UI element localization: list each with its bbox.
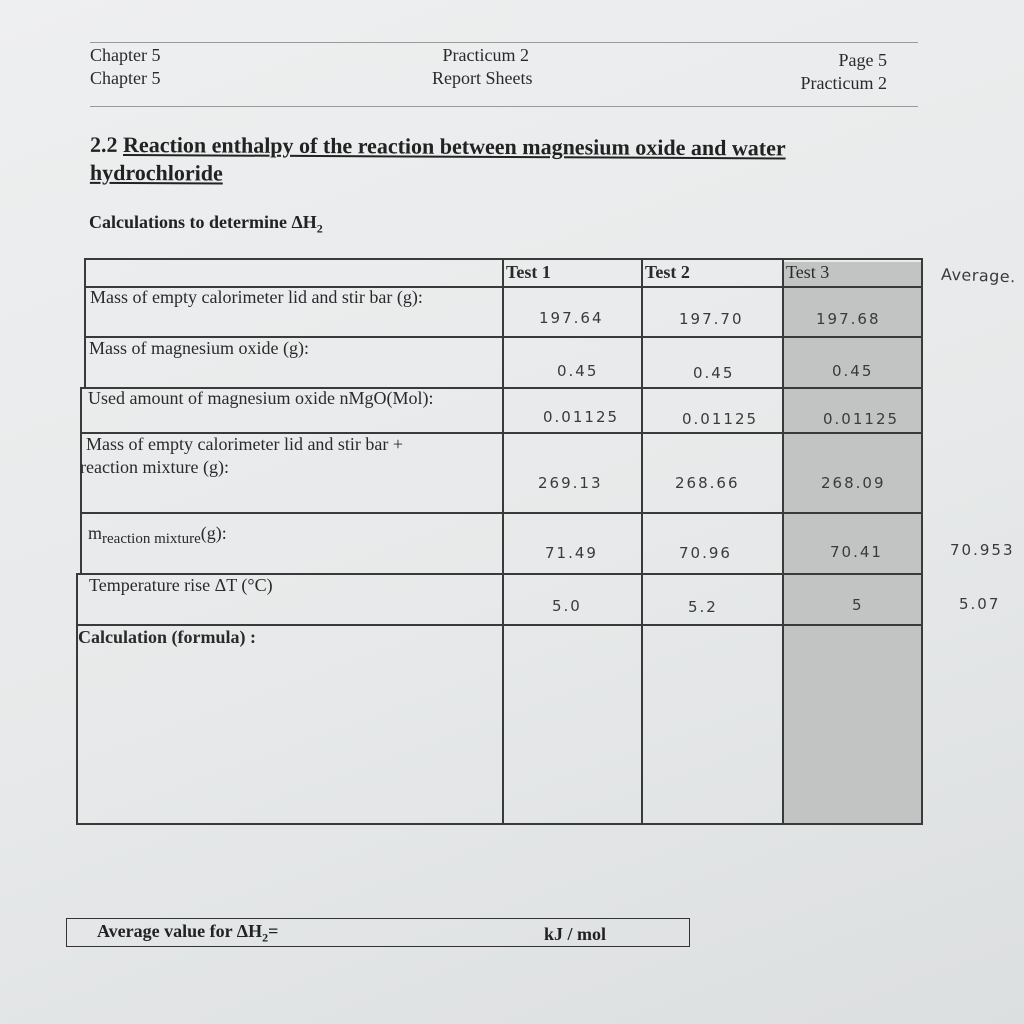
header-left-line2: Chapter 5 (90, 68, 161, 88)
value-cell: 197.64 (539, 309, 604, 327)
value-cell: 197.68 (816, 310, 881, 328)
table-hline (80, 512, 922, 514)
value-cell: 269.13 (538, 474, 603, 492)
average-value: 70.953 (950, 541, 1015, 559)
value-cell: 5.0 (552, 597, 582, 615)
section-title-line2: hydrochloride (89, 159, 223, 186)
value-cell: 5.2 (688, 598, 718, 616)
table-vline (782, 258, 784, 825)
value-cell: 5 (852, 596, 864, 614)
value-cell: 197.70 (679, 310, 744, 328)
value-cell: 0.45 (557, 362, 599, 380)
section-number: 2.2 (90, 131, 118, 157)
average-result-text: Average value for ΔH (97, 921, 263, 941)
row-label-sub: reaction mixture (102, 531, 201, 547)
header-left (90, 44, 160, 90)
average-column-label: Average. (940, 264, 1017, 287)
header-right-line2: Practicum 2 (800, 73, 887, 93)
table-vline (641, 258, 643, 825)
header-right-line1: Page 5 (838, 50, 887, 70)
row-label (80, 433, 403, 479)
average-result-equals: = (268, 921, 279, 941)
row-label-calculation: Calculation (formula) : (78, 627, 256, 647)
table-vline-left-mid (80, 387, 82, 575)
table-vline-right (921, 258, 923, 825)
average-value: 5.07 (959, 595, 1001, 613)
value-cell: 0.01125 (543, 408, 620, 426)
value-cell: 70.41 (830, 543, 883, 561)
row-label-line1: Mass of empty calorimeter lid and stir bar + (86, 434, 404, 454)
header-bottom-rule (90, 106, 918, 107)
subheading-text: Calculations to determine ΔH (89, 212, 317, 232)
header-right (795, 49, 887, 95)
section-title (90, 131, 920, 191)
header-center-line2: Report Sheets (432, 68, 533, 88)
value-cell: 268.66 (675, 474, 740, 492)
subheading-sub: 2 (316, 221, 323, 236)
header-center (432, 44, 533, 90)
value-cell: 70.96 (679, 544, 732, 562)
row-label: Mass of magnesium oxide (g): (89, 338, 309, 358)
table-vline (502, 258, 504, 825)
column-header-test3: Test 3 (786, 262, 830, 282)
value-cell: 0.45 (693, 364, 735, 382)
section-title-line1: Reaction enthalpy of the reaction between magnesium oxide and water (123, 132, 786, 161)
value-cell: 0.45 (832, 362, 874, 380)
header-left-line1: Chapter 5 (90, 45, 161, 65)
calculations-subheading (89, 212, 323, 237)
row-label-unit: (g): (200, 523, 227, 543)
row-label: Mass of empty calorimeter lid and stir bar (g): (90, 287, 423, 307)
average-result-label (97, 921, 278, 946)
row-label: Temperature rise ΔT (°C) (89, 575, 273, 595)
row-label: Used amount of magnesium oxide nMgO(Mol): (88, 388, 434, 408)
row-label (88, 522, 227, 547)
average-result-sub: 2 (262, 930, 269, 945)
column-header-test2: Test 2 (645, 262, 690, 282)
header-center-line1: Practicum 2 (442, 45, 529, 65)
row-label-line2: reaction mixture (g): (80, 457, 229, 477)
value-cell: 268.09 (821, 474, 886, 492)
header-top-rule (90, 42, 918, 43)
row-label-main: m (88, 523, 103, 543)
table-vline-left-top (84, 258, 86, 388)
value-cell: 0.01125 (682, 410, 759, 428)
table-hline (76, 823, 922, 825)
value-cell: 71.49 (545, 544, 598, 562)
average-result-unit: kJ / mol (544, 924, 607, 944)
table-vline-left-bottom (76, 573, 78, 825)
value-cell: 0.01125 (823, 410, 900, 428)
column-header-test1: Test 1 (506, 262, 551, 282)
